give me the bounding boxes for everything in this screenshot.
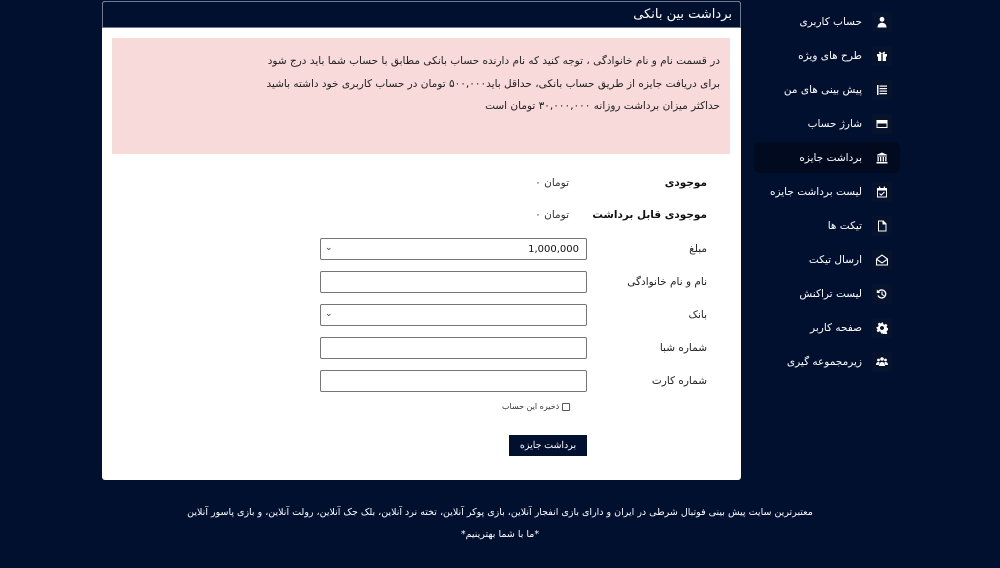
card-number-row [320, 370, 707, 392]
footer-description: معتبرترین سایت پیش بینی فوتبال شرطی در ایران و دارای بازی انفجار آنلاین، بازی پوکر آنلاین، تخته نرد آنلاین، بلک جک آنلاین، رولت آنلاین، و بازی پاسور آنلاین [187, 507, 813, 518]
sidebar-item-label: شارژ حساب [807, 117, 862, 130]
bank-label: بانک [688, 309, 707, 321]
balance-label: موجودی [664, 177, 707, 189]
sidebar-item-label: پیش بینی های من [783, 83, 862, 96]
gift-icon [872, 46, 892, 66]
sidebar-item-label: تیکت ها [827, 219, 862, 232]
withdrawable-label: موجودی قابل برداشت [592, 209, 707, 221]
balance-value: تومان ۰ [535, 177, 569, 189]
sidebar-item-send-ticket[interactable] [754, 244, 900, 275]
history-icon [872, 284, 892, 304]
amount-value: 1,000,000 [528, 243, 579, 255]
sheba-input[interactable] [320, 337, 587, 359]
sidebar-item-my-predictions[interactable] [754, 74, 900, 105]
chevron-down-icon: ⌄ [325, 309, 333, 319]
bank-icon [872, 148, 892, 168]
amount-select[interactable] [320, 238, 587, 260]
warning-alert [112, 38, 730, 154]
sidebar [754, 6, 900, 380]
full-name-label: نام و نام خانوادگی [627, 276, 707, 288]
footer-slogan: *ما با شما بهترینیم* [460, 529, 540, 540]
full-name-input[interactable] [320, 271, 587, 293]
alert-line: برای دریافت جایزه از طریق حساب بانکی، حداقل باید۵۰۰,۰۰۰ تومان در حساب کاربری خود داشته باشید [266, 77, 720, 90]
sidebar-item-label: زیرمجموعه گیری [786, 355, 862, 368]
sidebar-item-label: صفحه کاربر [810, 321, 862, 334]
credit-card-icon [872, 114, 892, 134]
list-icon [872, 80, 892, 100]
sidebar-item-label: طرح های ویژه [798, 49, 862, 62]
alert-line: حداکثر میزان برداشت روزانه ۳۰,۰۰۰,۰۰۰ تومان است [485, 100, 720, 112]
page-title: برداشت بین بانکی [633, 7, 732, 22]
amount-label: مبلغ [689, 243, 707, 255]
alert-line: در قسمت نام و نام خانوادگی ، توجه کنید که نام دارنده حساب بانکی مطابق با حساب شما باید درج شود [267, 55, 720, 67]
sidebar-item-withdraw-prize[interactable] [754, 142, 900, 173]
bank-select[interactable] [320, 304, 587, 326]
withdrawable-value: تومان ۰ [535, 209, 569, 221]
sidebar-item-label: لیست برداشت جایزه [769, 185, 862, 198]
sidebar-item-label: برداشت جایزه [799, 151, 862, 164]
sheba-row [320, 337, 707, 359]
envelope-open-icon [872, 250, 892, 270]
save-account-row [502, 402, 570, 411]
sidebar-item-label: حساب کاربری [799, 15, 862, 28]
bank-row [320, 304, 707, 326]
sidebar-item-user-page[interactable] [754, 312, 900, 343]
sidebar-item-tickets[interactable] [754, 210, 900, 241]
calendar-check-icon [872, 182, 892, 202]
sidebar-item-special-plans[interactable] [754, 40, 900, 71]
sidebar-item-referrals[interactable] [754, 346, 900, 377]
balance-row [487, 177, 707, 189]
sidebar-item-charge-account[interactable] [754, 108, 900, 139]
sidebar-item-label: لیست تراکنش [799, 287, 862, 300]
chevron-down-icon: ⌄ [325, 243, 333, 253]
gear-icon [872, 318, 892, 338]
card-number-label: شماره کارت [651, 375, 707, 387]
sheba-label: شماره شبا [659, 342, 707, 354]
sidebar-item-withdraw-list[interactable] [754, 176, 900, 207]
save-account-label: ذخیره این حساب [502, 402, 560, 411]
sidebar-item-label: ارسال تیکت [808, 253, 862, 266]
sidebar-item-transactions[interactable] [754, 278, 900, 309]
save-account-checkbox[interactable] [562, 403, 570, 411]
user-icon [872, 12, 892, 32]
card-header [102, 1, 741, 28]
withdraw-card [102, 1, 741, 480]
users-icon [872, 352, 892, 372]
sidebar-item-account[interactable] [754, 6, 900, 37]
amount-row [320, 238, 707, 260]
file-icon [872, 216, 892, 236]
withdraw-prize-button[interactable]: برداشت جایزه [509, 435, 587, 456]
card-number-input[interactable] [320, 370, 587, 392]
full-name-row [320, 271, 707, 293]
withdrawable-row [487, 209, 707, 221]
